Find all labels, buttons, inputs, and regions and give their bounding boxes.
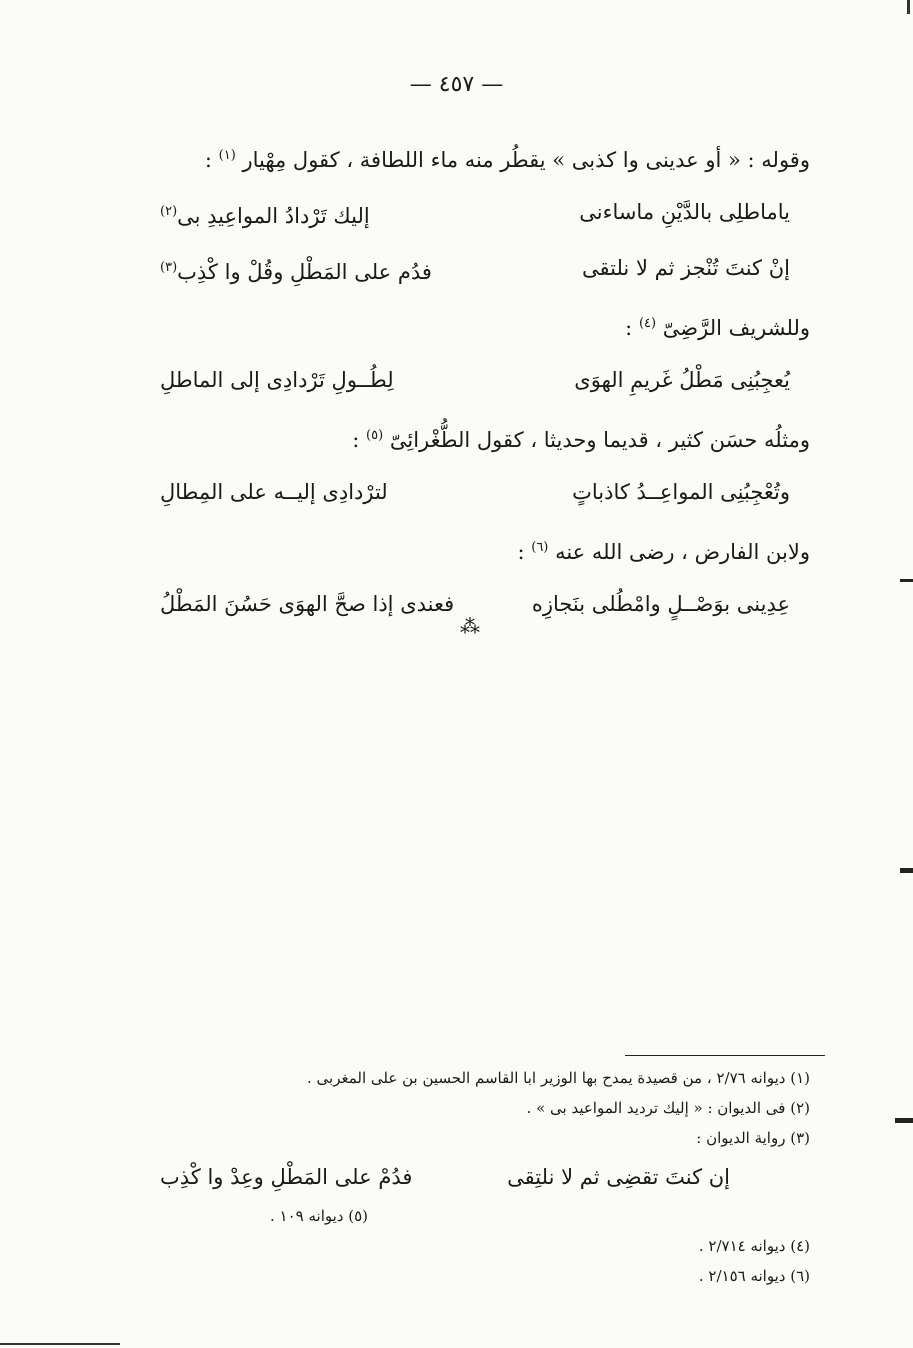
main-text <box>150 128 810 632</box>
page-number: — ٤٥٧ — <box>409 72 504 97</box>
footnote-row <box>150 1201 810 1231</box>
footnote-ref: (٢) <box>160 204 178 219</box>
footnote-4: (٤) ديوانه ٢/٧١٤ . <box>698 1237 810 1255</box>
verse-4 <box>150 464 810 520</box>
footnote-5: (٥) ديوانه ١٠٩ . <box>270 1207 369 1225</box>
scan-mark-bottom <box>0 1343 120 1345</box>
verse-3 <box>150 352 810 408</box>
prose-text: وللشريف الرَّضِىّ <box>662 316 810 340</box>
verse-hemistich-first: إن كنتَ تقضِى ثم لا نلتِقى <box>507 1165 730 1189</box>
verse-hemistich-second: فدُمْ على المَطْلِ وعِدْ وا كْذِب <box>160 1165 413 1189</box>
colon: : <box>204 148 212 172</box>
footnote-ref: (٥) <box>366 428 384 443</box>
verse-hemistich-second: لترْدادِى إليــه على المِطالِ <box>160 480 388 504</box>
footnote-1: (١) ديوانه ٢/٧٦ ، من قصيدة يمدح بها الوزير ابا القاسم الحسين بن على المغربى . <box>307 1069 810 1087</box>
prose-text: وقوله : « أو عدينى وا كذبى » يقطُر منه ماء اللطافة ، كقول مِهْيار <box>242 148 810 172</box>
prose-line-2 <box>150 296 810 352</box>
verse-hemistich-first: إنْ كنتَ تُنْجز ثم لا نلتقى <box>582 256 790 280</box>
verse-hemistich-second: لِطُــولِ تَرْدادِى إلى الماطلِ <box>160 368 394 392</box>
colon: : <box>625 316 633 340</box>
scan-mark-right <box>895 1118 913 1123</box>
verse-2 <box>150 240 810 296</box>
prose-line-1 <box>150 128 810 184</box>
verse-hemistich-second: فعندى إذا صحَّ الهوَى حَسُنَ المَطْلُ <box>160 592 455 616</box>
footnote-6: (٦) ديوانه ٢/١٥٦ . <box>698 1267 810 1285</box>
verse-1 <box>150 184 810 240</box>
footnote-ref: (٤) <box>638 316 657 331</box>
footnotes <box>150 1063 810 1291</box>
footnote-3-verse <box>150 1153 810 1201</box>
verse-hemistich-first: وتُعْجِبُنِى المواعِــدُ كاذباتٍ <box>572 480 790 504</box>
verse-text: إليك تَرْدادُ المواعِيدِ بى <box>177 204 370 228</box>
scan-mark-right <box>900 579 913 582</box>
prose-text: ومثلُه حسَن كثير ، قديما وحديثا ، كقول الطُّغْرائِىّ <box>389 428 810 452</box>
verse-hemistich-first: عِدِينى بوَصْــلٍ وامْطُلى بنَجازِه <box>531 592 790 616</box>
footnote-2: (٢) فى الديوان : « إليك ترديد المواعيد بى » . <box>526 1099 810 1117</box>
prose-text: ولابن الفارض ، رضى الله عنه <box>555 540 810 564</box>
colon: : <box>352 428 360 452</box>
footnote-separator <box>625 1055 825 1056</box>
scan-mark-top <box>907 0 910 14</box>
footnote-ref: (٣) <box>160 260 178 275</box>
prose-line-4 <box>150 520 810 576</box>
scan-mark-right <box>900 868 913 873</box>
verse-hemistich-first: يُعجِبُنِى مَطْلُ غَريمِ الهوَى <box>574 368 790 392</box>
verse-hemistich-second <box>160 184 370 240</box>
section-ornament: ⁂ <box>460 614 480 638</box>
verse-hemistich-first: ياماطلِى بالدَّيْنِ ماساءنى <box>579 200 790 224</box>
colon: : <box>517 540 525 564</box>
footnote-ref: (١) <box>218 148 236 163</box>
verse-hemistich-second <box>160 240 432 296</box>
prose-line-3 <box>150 408 810 464</box>
footnote-3: (٣) رواية الديوان : <box>696 1129 810 1147</box>
footnote-ref: (٦) <box>531 540 549 555</box>
verse-text: فدُم على المَطْلِ وقُلْ وا كْذِب <box>177 260 432 284</box>
